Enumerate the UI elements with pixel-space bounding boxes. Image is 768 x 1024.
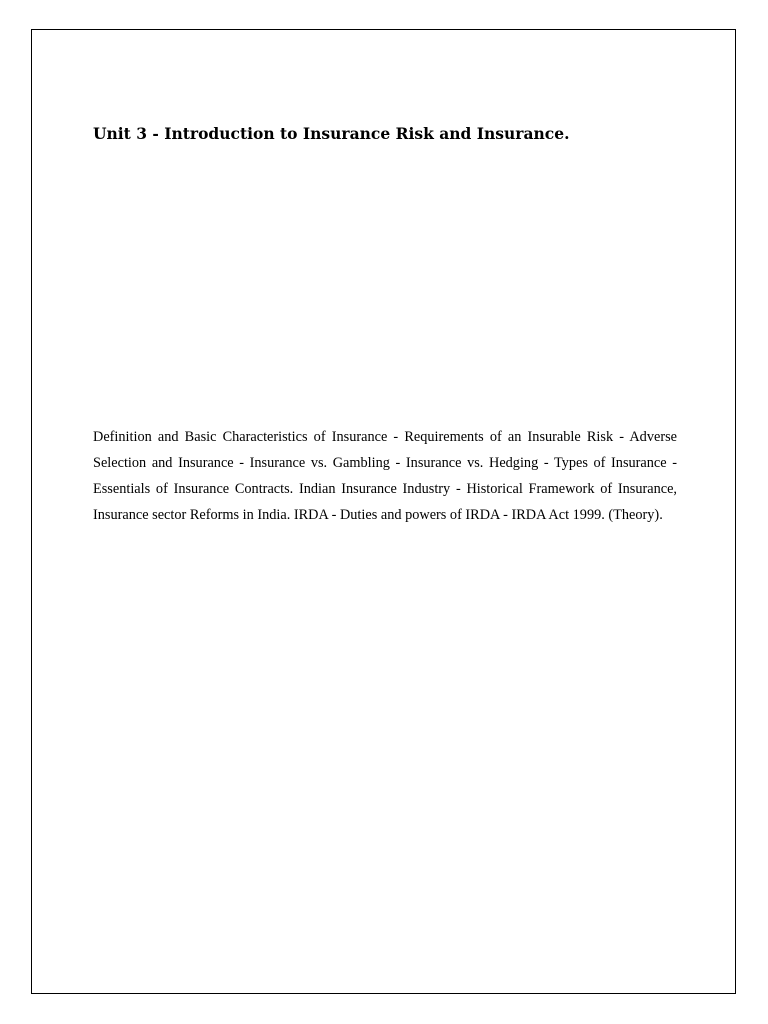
document-page xyxy=(31,29,736,994)
syllabus-paragraph: Definition and Basic Characteristics of Insurance - Requirements of an Insurable Risk - Adverse Selection and Insurance - Insurance vs. Gambling - Insurance vs. Hedging - Types of Insurance - Essentials of Insurance Contracts. Indian Insurance Industry - Historical Framework of Insurance, Insurance sector Reforms in India. IRDA - Duties and powers of IRDA - IRDA Act 1999. (Theory). xyxy=(93,429,677,523)
page-title: Unit 3 - Introduction to Insurance Risk and Insurance. xyxy=(93,124,570,143)
